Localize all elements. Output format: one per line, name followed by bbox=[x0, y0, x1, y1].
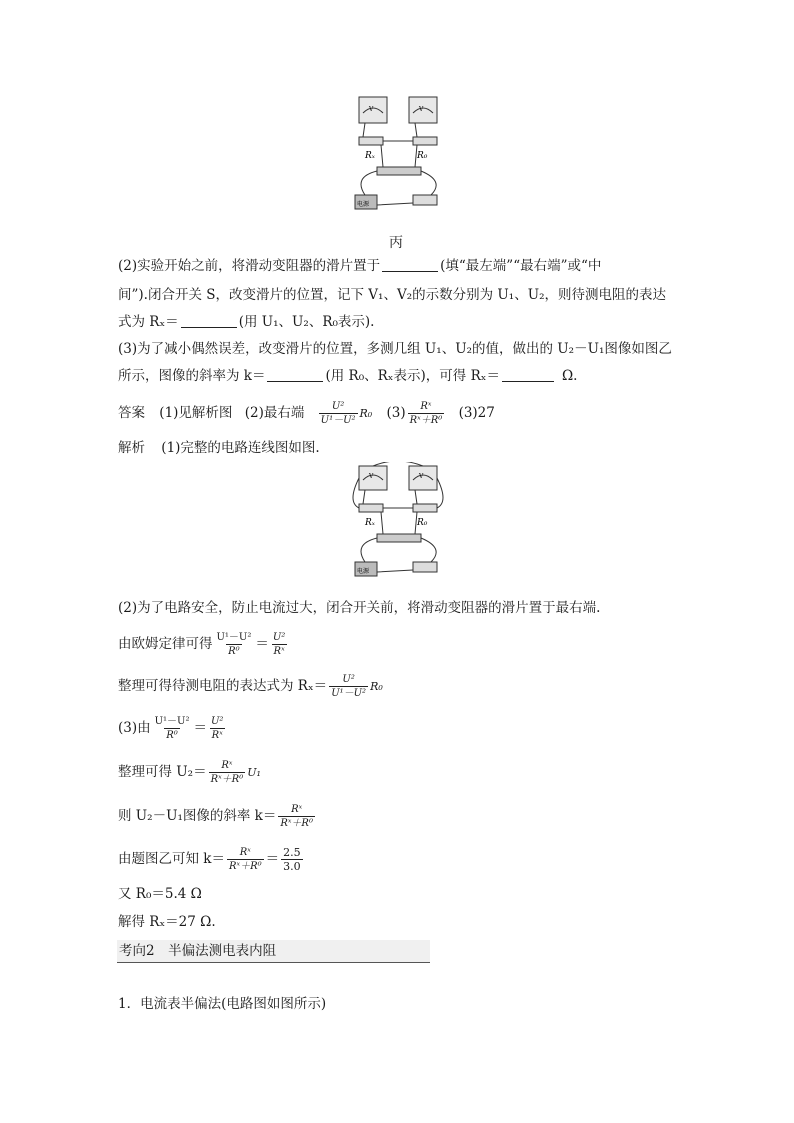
fig-frac-1-den: Rˣ＋R⁰ bbox=[228, 860, 262, 872]
label-r0-2: R₀ bbox=[417, 518, 428, 528]
p3-frac-2-den: Rˣ bbox=[211, 729, 223, 741]
ohm-frac-1-den: R⁰ bbox=[228, 645, 240, 657]
label-battery: 电源 bbox=[357, 201, 370, 208]
answer-part2: (2)最右端 bbox=[244, 405, 305, 421]
fig-frac-2-num: 2.5 bbox=[283, 845, 301, 859]
q2-line2: 间”).闭合开关 S，改变滑片的位置，记下 V₁、V₂的示数分别为 U₁、U₂，则待测电阻的表达 bbox=[118, 287, 666, 303]
analysis-p3: (3)由 $\frac{\text{U¹－U²}}{\text{R⁰}}$ ＝ $\frac{\text{U²}}{\text{Rˣ}}$ bbox=[118, 715, 224, 741]
label-rx: Rₓ bbox=[365, 151, 375, 161]
answer-frac-1 bbox=[319, 401, 358, 427]
label-battery-2: 电源 bbox=[357, 568, 370, 575]
analysis-p1 bbox=[118, 438, 320, 458]
item-1: 1．电流表半偏法(电路图如图所示) bbox=[118, 996, 327, 1012]
q3-blank-2[interactable] bbox=[502, 367, 554, 382]
label-v1-2: V bbox=[369, 473, 374, 480]
analysis-ohm-text: 由欧姆定律可得 bbox=[118, 636, 213, 652]
label-r0: R₀ bbox=[417, 151, 428, 161]
u2-frac-den: Rˣ＋R⁰ bbox=[210, 773, 244, 785]
q2-blank-2[interactable] bbox=[181, 313, 237, 328]
analysis-arrange bbox=[118, 670, 383, 703]
q2-line3b: (用 U₁、U₂、R₀表示). bbox=[238, 314, 375, 330]
slope-frac bbox=[278, 804, 315, 830]
analysis-fig-text: 由题图乙可知 k＝ bbox=[118, 851, 225, 867]
analysis-p1-text: (1)完整的电路连线图如图. bbox=[161, 440, 320, 456]
p3-frac-1-num: U¹－U² bbox=[154, 715, 190, 727]
analysis-fig: 由题图乙可知 k＝ $\frac{\text{Rˣ}}{\text{Rˣ＋R⁰}}$ ＝ $\frac{2.5}{3.0}$ bbox=[118, 845, 301, 873]
analysis-arrange-text: 整理可得待测电阻的表达式为 Rₓ＝ bbox=[118, 678, 328, 694]
fig-frac-2 bbox=[281, 847, 303, 873]
fig-frac-1-num: Rˣ bbox=[239, 846, 251, 858]
u2-tail: U₁ bbox=[247, 766, 261, 779]
analysis-slope-text: 则 U₂－U₁图像的斜率 k＝ bbox=[118, 808, 277, 824]
analysis-rx: 解得 Rₓ＝27 Ω. bbox=[118, 914, 216, 930]
q2-line3 bbox=[118, 312, 374, 332]
section-title: 考向2 半偏法测电表内阻 bbox=[119, 943, 277, 959]
p3-frac-1 bbox=[153, 716, 192, 742]
q3-line2 bbox=[118, 366, 577, 386]
ohm-frac-1 bbox=[215, 632, 254, 658]
circuit-figure-bing bbox=[345, 95, 450, 215]
analysis-label: 解析 bbox=[118, 440, 145, 456]
answer-label: 答案 bbox=[118, 405, 145, 421]
slope-frac-num: Rˣ bbox=[291, 803, 303, 815]
arrange-frac bbox=[329, 674, 368, 700]
answer-frac-1-num: U² bbox=[331, 400, 345, 412]
q3-line2a: 所示，图像的斜率为 k＝ bbox=[118, 368, 266, 384]
label-v2: V bbox=[419, 106, 424, 113]
answer-frac-2-num: Rˣ bbox=[420, 400, 432, 412]
p3-frac-1-den: R⁰ bbox=[166, 729, 178, 741]
label-v2-2: V bbox=[419, 473, 424, 480]
q3-blank-1[interactable] bbox=[267, 367, 323, 382]
analysis-p3-text: (3)由 bbox=[118, 720, 151, 736]
answer-frac-1-tail: R₀ bbox=[359, 407, 373, 420]
q3-line2c: Ω. bbox=[561, 368, 578, 384]
analysis-ohm: 由欧姆定律可得 $\frac{\text{U¹－U²}}{\text{R⁰}}$ ＝ $\frac{\text{U²}}{\text{Rˣ}}$ bbox=[118, 631, 286, 657]
u2-frac bbox=[209, 760, 246, 786]
arrange-tail: R₀ bbox=[370, 680, 383, 693]
analysis-r0: 又 R₀＝5.4 Ω bbox=[118, 886, 202, 902]
answer-frac-2 bbox=[408, 401, 445, 427]
ohm-frac-2-den: Rˣ bbox=[273, 645, 285, 657]
u2-frac-num: Rˣ bbox=[221, 759, 233, 771]
q2-line3a: 式为 Rₓ＝ bbox=[118, 314, 179, 330]
q2-line1 bbox=[118, 256, 601, 276]
fig-frac-1 bbox=[227, 847, 264, 873]
analysis-p2: (2)为了电路安全，防止电流过大，闭合开关前，将滑动变阻器的滑片置于最右端. bbox=[118, 600, 601, 616]
circuit-figure-complete bbox=[345, 462, 450, 582]
fig-frac-2-den: 3.0 bbox=[283, 859, 301, 873]
answer-part1: (1)见解析图 bbox=[159, 405, 233, 421]
section-heading bbox=[117, 940, 430, 963]
arrange-frac-num: U² bbox=[342, 673, 355, 685]
analysis-u2-text: 整理可得 U₂＝ bbox=[118, 764, 207, 780]
p3-frac-2 bbox=[209, 716, 225, 742]
analysis-u2 bbox=[118, 756, 261, 789]
q3-line2b: (用 R₀、Rₓ表示)，可得 Rₓ＝ bbox=[325, 368, 500, 384]
ohm-frac-2-num: U² bbox=[272, 631, 286, 643]
answer-part4: (3)27 bbox=[458, 405, 495, 421]
q2-blank-1[interactable] bbox=[382, 257, 438, 272]
answer-part3: (3) bbox=[386, 405, 406, 421]
ohm-frac-2 bbox=[271, 632, 287, 658]
answer-frac-2-den: Rˣ＋R⁰ bbox=[409, 414, 443, 426]
analysis-slope bbox=[118, 800, 317, 832]
answer-frac-1-den: U¹－U² bbox=[320, 414, 356, 426]
q3-line1: (3)为了减小偶然误差，改变滑片的位置，多测几组 U₁、U₂的值，做出的 U₂－U₁图像如图乙 bbox=[118, 341, 672, 357]
label-v1: V bbox=[369, 106, 374, 113]
ohm-frac-1-num: U¹－U² bbox=[216, 631, 252, 643]
slope-frac-den: Rˣ＋R⁰ bbox=[280, 817, 313, 829]
figure-caption: 丙 bbox=[389, 235, 403, 251]
arrange-frac-den: U¹－U² bbox=[331, 687, 367, 699]
q2-prefix: (2)实验开始之前，将滑动变阻器的滑片置于 bbox=[118, 258, 381, 274]
q2-suffix: (填“最左端”“最右端”或“中 bbox=[440, 258, 602, 274]
p3-frac-2-num: U² bbox=[211, 715, 224, 727]
label-rx-2: Rₓ bbox=[365, 518, 375, 528]
answer-line bbox=[118, 398, 495, 429]
